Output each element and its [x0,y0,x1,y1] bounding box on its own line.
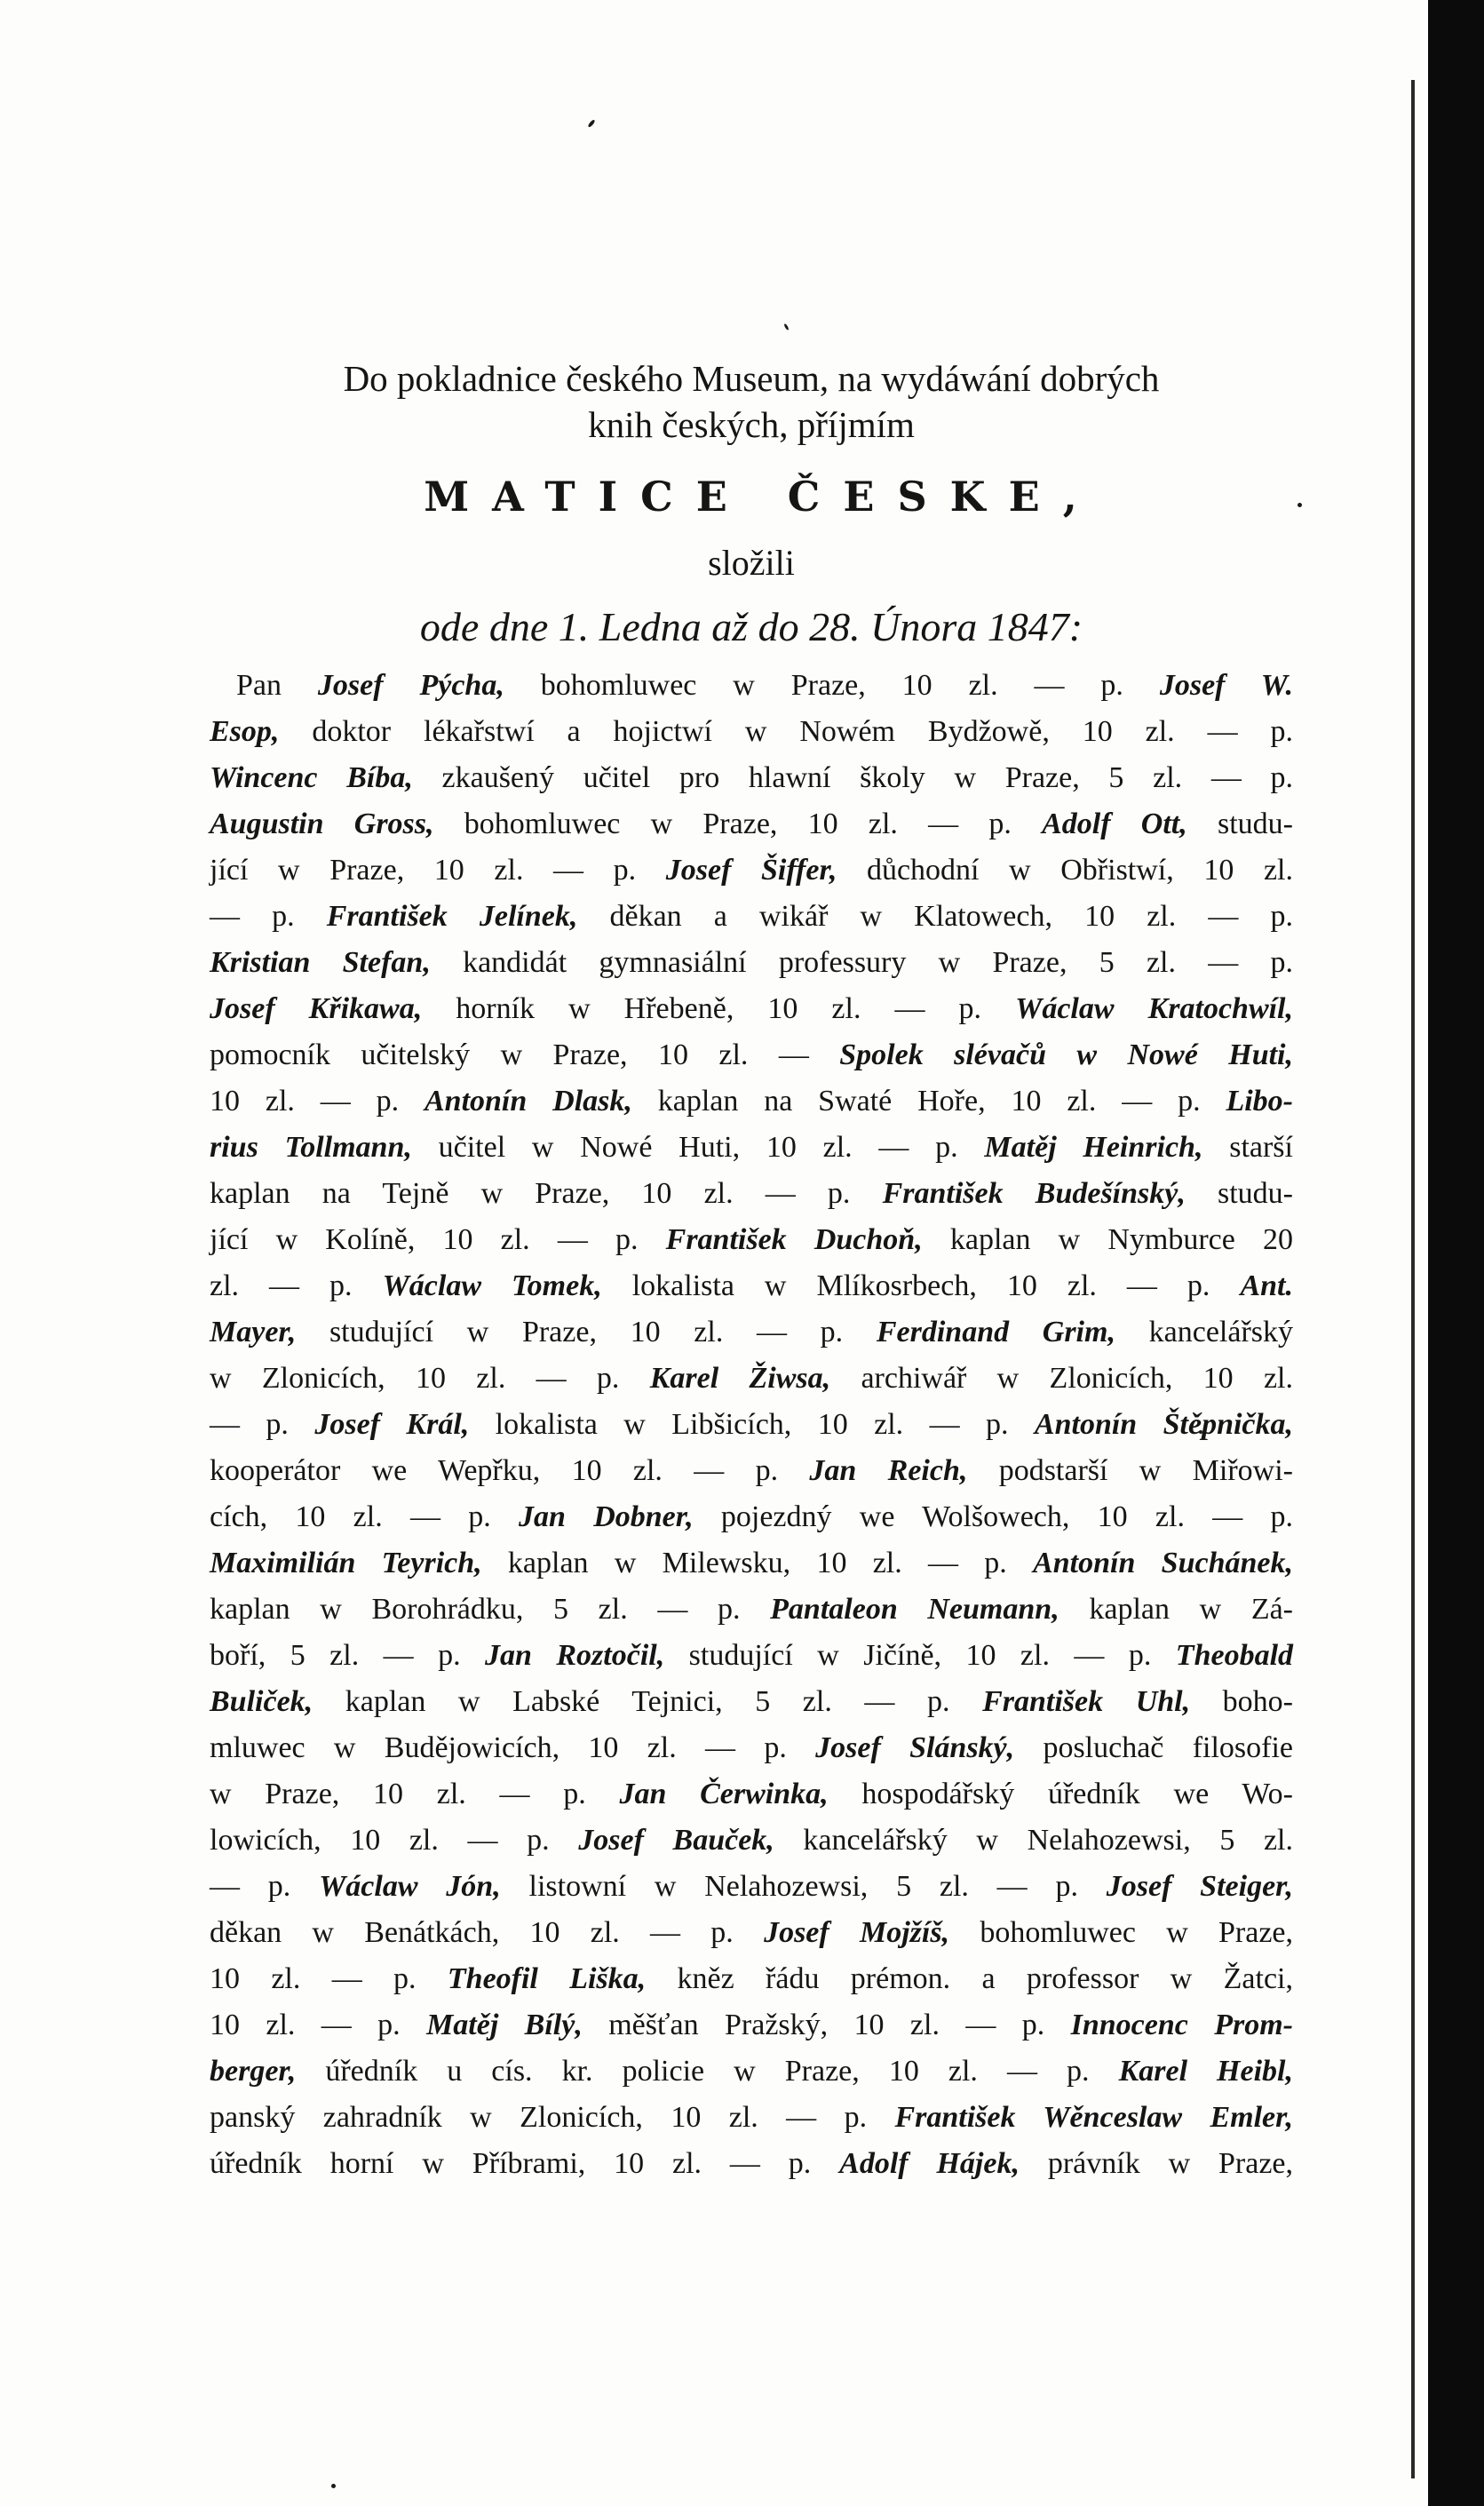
text-segment: boří, 5 zl. — p. [210,1639,486,1672]
text-segment: jící w Kolíně, 10 zl. — p. [210,1223,666,1256]
text-line [210,709,1293,755]
person-name: František Duchoň, [665,1223,923,1256]
text-segment: kaplan w Labské Tejnici, 5 zl. — p. [313,1685,983,1718]
person-name: Wincenc Bíba, [210,761,413,794]
person-name: Antonín Štěpnička, [1034,1408,1294,1441]
person-name: Augustin Gross, [210,807,434,840]
text-segment: starší [1202,1131,1293,1164]
text-segment: kaplan na Tejně w Praze, 10 zl. — p. [210,1177,883,1210]
text-segment: 10 zl. — p. [210,2009,427,2041]
person-name: Maximilián Teyrich, [210,1547,482,1579]
text-segment: bohomluwec w Praze, 10 zl. — p. [433,807,1043,840]
text-segment: měšťan Pražský, 10 zl. — p. [582,2009,1071,2041]
person-name: Jan Dobner, [519,1500,694,1533]
person-name: Matěj Heinrich, [984,1131,1203,1164]
text-line [210,1679,1293,1725]
text-segment: studující w Praze, 10 zl. — p. [296,1316,877,1348]
person-name: berger, [210,2055,297,2088]
person-name: Karel Žiwsa, [649,1362,831,1395]
text-line [210,986,1293,1032]
heading [210,355,1293,448]
text-line [210,894,1293,940]
text-segment: kooperátor we Wepřku, 10 zl. — p. [210,1454,810,1487]
text-segment: bohomluwec w Praze, 10 zl. — p. [504,669,1160,702]
person-name: Josef W. [1159,669,1293,702]
person-name: Antonín Suchánek, [1033,1547,1293,1579]
text-line [210,1633,1293,1679]
text-segment: mluwec w Budějowicích, 10 zl. — p. [210,1731,816,1764]
document-content [210,338,1293,2187]
text-segment: — p. [210,900,327,933]
text-segment: 10 zl. — p. [210,1085,425,1118]
text-line [210,1263,1293,1309]
text-segment: zkaušený učitel pro hlawní školy w Praze, 5 zl. — p. [412,761,1294,794]
text-segment: bohomluwec w Praze, [949,1916,1294,1949]
text-line [210,1309,1293,1356]
text-line [210,1864,1293,1910]
person-name: Adolf Ott, [1042,807,1187,840]
text-segment: kancelářský w Nelahozewsi, 5 zl. [774,1824,1293,1857]
person-name: Kristian Stefan, [210,946,431,979]
text-segment: listowní w Nelahozewsi, 5 zl. — p. [500,1870,1107,1903]
text-line [210,940,1293,986]
person-name: Karel Heibl, [1118,2055,1293,2088]
person-name: Josef Křikawa, [210,992,423,1025]
text-line [210,1725,1293,1771]
person-name: Wáclaw Jón, [319,1870,501,1903]
text-line [210,1587,1293,1633]
person-name: Josef Šiffer, [665,854,837,887]
text-segment: kandidát gymnasiální professury w Praze, 5 zl. — p. [430,946,1293,979]
person-name: Spolek slévačů w Nowé Huti, [839,1038,1293,1071]
heading-line-1: Do pokladnice českého Museum, na wydáwání dobrých [343,358,1160,399]
person-name: Theobald [1175,1639,1294,1672]
text-line [210,663,1293,709]
text-line [210,1540,1293,1587]
text-line [210,2095,1293,2141]
text-line [210,1910,1293,1956]
person-name: Jan Čerwinka, [619,1778,829,1810]
text-segment: podstarší w Miřowi- [967,1454,1293,1487]
person-name: Adolf Hájek, [839,2147,1020,2180]
person-name: Josef Steiger, [1106,1870,1294,1903]
date-range: ode dne 1. Ledna až do 28. Února 1847: [419,604,1083,649]
ink-speck [331,2484,336,2488]
text-segment: děkan w Benátkách, 10 zl. — p. [210,1916,765,1949]
person-name: Matěj Bílý, [426,2009,583,2041]
ink-speck [587,119,595,128]
person-name: Mayer, [210,1316,297,1348]
text-line [210,755,1293,801]
person-name: Pantaleon Neumann, [770,1593,1059,1626]
text-line [210,801,1293,847]
person-name: Ant. [1240,1269,1293,1302]
person-name: František Wěnceslaw Emler, [894,2101,1293,2134]
text-line [210,1448,1293,1494]
text-line [210,1494,1293,1540]
text-segment: lokalista w Libšicích, 10 zl. — p. [469,1408,1035,1441]
person-name: Jan Reich, [809,1454,968,1487]
heading-line-2: knih českých, příjmím [588,404,915,445]
text-segment: úředník horní w Příbrami, 10 zl. — p. [210,2147,840,2180]
text-segment: děkan a wikář w Klatowech, 10 zl. — p. [577,900,1293,933]
text-segment: pojezdný we Wolšowech, 10 zl. — p. [693,1500,1293,1533]
book-edge [1428,0,1484,2506]
text-line [210,1818,1293,1864]
text-segment: učitel w Nowé Huti, 10 zl. — p. [411,1131,985,1164]
person-name: Josef Pýcha, [317,669,504,702]
text-segment: panský zahradník w Zlonicích, 10 zl. — p. [210,2101,895,2134]
donor-list [210,663,1293,2187]
text-segment: w Zlonicích, 10 zl. — p. [210,1362,650,1395]
person-name: Josef Král, [314,1408,470,1441]
person-name: Esop, [210,715,280,748]
text-segment: w Praze, 10 zl. — p. [210,1778,620,1810]
text-line [210,1356,1293,1402]
text-segment: — p. [210,1408,315,1441]
person-name: Buliček, [210,1685,313,1718]
text-segment: archiwář w Zlonicích, 10 zl. [830,1362,1293,1395]
text-segment: studu- [1185,1177,1294,1210]
text-segment: lokalista w Mlíkosrbech, 10 zl. — p. [601,1269,1241,1302]
text-segment: důchodní w Obřistwí, 10 zl. [837,854,1293,887]
text-segment: Pan [236,669,318,702]
text-segment: kněz řádu prémon. a professor w Žatci, [646,1962,1293,1995]
ink-speck [1298,503,1302,507]
text-segment: doktor lékařstwí a hojictwí w Nowém Bydžowě, 10 zl. — p. [279,715,1293,748]
text-line [210,1217,1293,1263]
person-name: Wáclaw Tomek, [382,1269,602,1302]
person-name: Jan Roztočil, [485,1639,665,1672]
text-segment: posluchač filosofie [1014,1731,1293,1764]
person-name: Theofil Liška, [447,1962,647,1995]
person-name: František Uhl, [982,1685,1191,1718]
text-line [210,1402,1293,1448]
person-name: Libo- [1226,1085,1293,1118]
text-segment: pomocník učitelský w Praze, 10 zl. — [210,1038,840,1071]
text-segment: kaplan w Nymburce 20 [922,1223,1294,1256]
text-line [210,1125,1293,1171]
text-line [210,1171,1293,1217]
person-name: Josef Slánský, [815,1731,1015,1764]
person-name: Innocenc Prom- [1070,2009,1293,2041]
person-name: Wáclaw Kratochwíl, [1015,992,1294,1025]
text-segment: právník w Praze, [1019,2147,1294,2180]
text-segment: hospodářský úředník we Wo- [828,1778,1293,1810]
text-line [210,2002,1293,2049]
text-line [210,2141,1293,2187]
person-name: František Jelínek, [326,900,578,933]
text-segment: kaplan na Swaté Hoře, 10 zl. — p. [631,1085,1226,1118]
text-line [210,1032,1293,1078]
person-name: Josef Mojžíš, [764,1916,950,1949]
subtitle: složili [708,543,795,583]
text-segment: kaplan w Milewsku, 10 zl. — p. [481,1547,1034,1579]
society-title: MATICE ČESKE, [424,473,1100,521]
text-line [210,1956,1293,2002]
text-line [210,1771,1293,1818]
page-edge-line [1411,80,1415,2478]
text-line [210,1078,1293,1125]
text-segment: studu- [1186,807,1293,840]
text-segment: kaplan w Zá- [1059,1593,1294,1626]
text-segment: jící w Praze, 10 zl. — p. [210,854,666,887]
text-segment: 10 zl. — p. [210,1962,448,1995]
text-segment: horník w Hřebeně, 10 zl. — p. [422,992,1016,1025]
text-segment: zl. — p. [210,1269,383,1302]
ink-speck [783,323,790,330]
person-name: Josef Bauček, [578,1824,774,1857]
text-segment: — p. [210,1870,320,1903]
person-name: František Budešínský, [882,1177,1186,1210]
text-segment: studující w Jičíně, 10 zl. — p. [664,1639,1176,1672]
text-line [210,2049,1293,2095]
text-line [210,847,1293,894]
person-name: Ferdinand Grim, [876,1316,1115,1348]
text-segment: cích, 10 zl. — p. [210,1500,520,1533]
text-segment: boho- [1190,1685,1294,1718]
text-segment: kancelářský [1115,1316,1294,1348]
text-segment: úředník u cís. kr. policie w Praze, 10 zl. — p. [296,2055,1119,2088]
text-segment: lowicích, 10 zl. — p. [210,1824,579,1857]
person-name: rius Tollmann, [210,1131,412,1164]
text-segment: kaplan w Borohrádku, 5 zl. — p. [210,1593,771,1626]
person-name: Antonín Dlask, [424,1085,632,1118]
